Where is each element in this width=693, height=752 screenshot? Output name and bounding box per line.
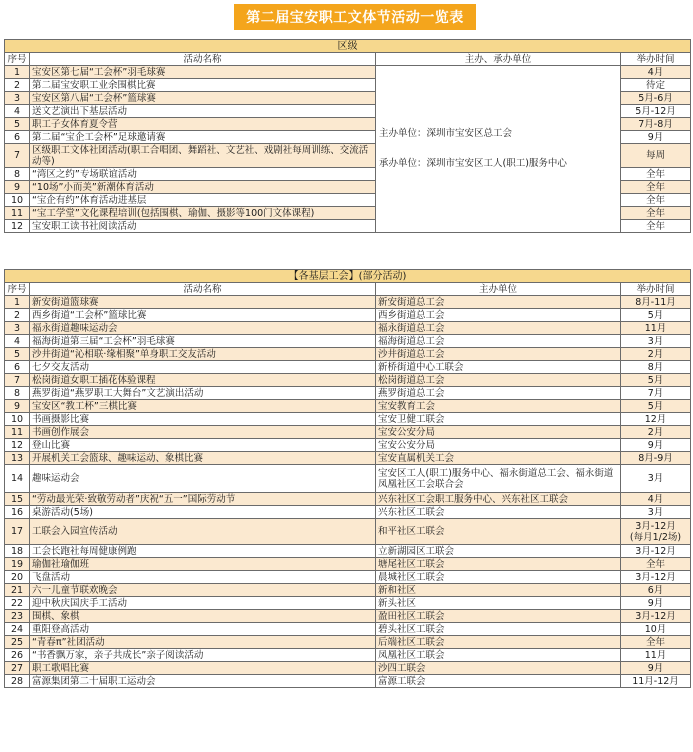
activity-name: 瑜伽社瑜伽班 <box>30 558 376 571</box>
activity-time: 待定 <box>621 79 691 92</box>
organizer-name: 富源工联会 <box>376 675 621 688</box>
table-row <box>5 452 691 465</box>
activity-name: 宝安区第七届“工会杯”羽毛球赛 <box>30 66 376 79</box>
time-value: 11月 <box>644 322 667 334</box>
activity-name: 工联会入园宣传活动 <box>30 519 376 545</box>
row-number: 3 <box>5 92 30 105</box>
organizer-name: 兴东社区工联会 <box>376 506 621 519</box>
activity-name: 送文艺演出下基层活动 <box>30 105 376 118</box>
time-value: 8月-11月 <box>635 296 676 308</box>
activity-time: 全年 <box>621 207 691 220</box>
table-row <box>5 387 691 400</box>
table-row <box>5 413 691 426</box>
organizer-name: 沙井街道总工会 <box>376 348 621 361</box>
activity-name: 宝安职工读书社阅读活动 <box>30 220 376 233</box>
row-number: 5 <box>5 118 30 131</box>
row-number: 4 <box>5 335 30 348</box>
table-row <box>5 439 691 452</box>
row-number: 10 <box>5 413 30 426</box>
row-number: 24 <box>5 623 30 636</box>
table-row <box>5 348 691 361</box>
activity-time: 7月-8月 <box>621 118 691 131</box>
col-header-org: 主办单位 <box>376 283 621 296</box>
table-row <box>5 636 691 649</box>
activity-time: 9月 <box>621 131 691 144</box>
activity-time <box>621 584 691 597</box>
row-number: 9 <box>5 181 30 194</box>
activity-name: 富源集团第二十届职工运动会 <box>30 675 376 688</box>
time-value: 4月 <box>647 493 664 505</box>
organizer-name: 新桥街道中心工联会 <box>376 361 621 374</box>
table-row <box>5 519 691 545</box>
time-value: 全年 <box>645 558 665 570</box>
row-number: 11 <box>5 207 30 220</box>
activity-name: “10场”小而美”新潮体育活动 <box>30 181 376 194</box>
row-number: 8 <box>5 168 30 181</box>
row-number: 13 <box>5 452 30 465</box>
organizer-name: 松岗街道总工会 <box>376 374 621 387</box>
row-number: 14 <box>5 465 30 493</box>
time-value: 10月 <box>644 623 667 635</box>
activity-name: 沙井街道“沁相联·缘相聚”单身职工交友活动 <box>30 348 376 361</box>
table-row <box>5 545 691 558</box>
organizer-name: 宝安卫健工联会 <box>376 413 621 426</box>
organizer-name: 新安街道总工会 <box>376 296 621 309</box>
table-row <box>5 610 691 623</box>
time-value: 6月 <box>647 584 664 596</box>
activity-time <box>621 413 691 426</box>
organizer-name: 沙四工联会 <box>376 662 621 675</box>
row-number: 26 <box>5 649 30 662</box>
organizer-name: 福永街道总工会 <box>376 322 621 335</box>
organizer-name: 西乡街道总工会 <box>376 309 621 322</box>
row-number: 6 <box>5 131 30 144</box>
activity-time <box>621 493 691 506</box>
table-row <box>5 465 691 493</box>
activity-time: 5月-12月 <box>621 105 691 118</box>
activity-name: 六一儿童节联欢晚会 <box>30 584 376 597</box>
activity-name: 工会长跑社每周健康例跑 <box>30 545 376 558</box>
row-number: 7 <box>5 374 30 387</box>
organizer-name: 盈田社区工联会 <box>376 610 621 623</box>
row-number: 1 <box>5 66 30 79</box>
activity-time <box>621 662 691 675</box>
activity-name: “宝工学堂”文化课程培训(包括围棋、瑜伽、摄影等100门文体课程) <box>30 207 376 220</box>
activity-name: 书画创作展会 <box>30 426 376 439</box>
table-row <box>5 335 691 348</box>
table-row <box>5 675 691 688</box>
row-number: 2 <box>5 309 30 322</box>
grassroots-union-table <box>4 269 691 688</box>
activity-time <box>621 348 691 361</box>
district-level-table <box>4 39 691 233</box>
activity-time <box>621 439 691 452</box>
activity-time <box>621 649 691 662</box>
time-value: 3月 <box>647 335 664 347</box>
row-number: 20 <box>5 571 30 584</box>
row-number: 5 <box>5 348 30 361</box>
table-row <box>5 361 691 374</box>
activity-name: 西乡街道“工会杯”篮球比赛 <box>30 309 376 322</box>
col-header-name: 活动名称 <box>30 283 376 296</box>
row-number: 4 <box>5 105 30 118</box>
time-value: 5月 <box>647 309 664 321</box>
organizer-main: 主办单位：深圳市宝安区总工会 <box>379 128 513 139</box>
activity-time <box>621 374 691 387</box>
table-row <box>5 571 691 584</box>
activity-name: 福永街道趣味运动会 <box>30 322 376 335</box>
time-value: 2月 <box>647 348 664 360</box>
organizer-name: 宝安直属机关工会 <box>376 452 621 465</box>
row-number: 23 <box>5 610 30 623</box>
activity-time <box>621 309 691 322</box>
activity-name: 第二届“宝企工会杯”足球邀请赛 <box>30 131 376 144</box>
organizer-name: 凤凰社区工联会 <box>376 649 621 662</box>
activity-time <box>621 400 691 413</box>
activity-name: “书香飘万家，亲子共成长”亲子阅读活动 <box>30 649 376 662</box>
table-row <box>5 309 691 322</box>
activity-name: 趣味运动会 <box>30 465 376 493</box>
row-number: 21 <box>5 584 30 597</box>
section-heading: 区级 <box>5 40 691 53</box>
row-number: 17 <box>5 519 30 545</box>
activity-name: 燕罗街道“燕罗职工大舞台”文艺演出活动 <box>30 387 376 400</box>
activity-time: 4月 <box>621 66 691 79</box>
time-value: 9月 <box>647 439 664 451</box>
table-row <box>5 623 691 636</box>
row-number: 7 <box>5 144 30 168</box>
row-number: 22 <box>5 597 30 610</box>
col-header-time: 举办时间 <box>621 53 691 66</box>
activity-time <box>621 571 691 584</box>
time-value: 5月 <box>647 400 664 412</box>
table-row <box>5 426 691 439</box>
activity-name: 桌游活动(5场) <box>30 506 376 519</box>
table-row <box>5 493 691 506</box>
activity-time <box>621 545 691 558</box>
time-value: 11月-12月 <box>632 675 679 687</box>
activity-name: 松岗街道女职工插花体验课程 <box>30 374 376 387</box>
time-value: 8月 <box>647 361 664 373</box>
activity-name: 新安街道篮球赛 <box>30 296 376 309</box>
time-value: 3月 <box>647 506 664 518</box>
activity-name: 迎中秋庆国庆手工活动 <box>30 597 376 610</box>
activity-name: “劳动最光荣·致敬劳动者”庆祝“五一”国际劳动节 <box>30 493 376 506</box>
table-row <box>5 374 691 387</box>
row-number: 3 <box>5 322 30 335</box>
activity-name: 职工子女体育夏令营 <box>30 118 376 131</box>
activity-time <box>621 361 691 374</box>
activity-time <box>621 322 691 335</box>
organizer-name: 碧头社区工联会 <box>376 623 621 636</box>
activity-name: 七夕交友活动 <box>30 361 376 374</box>
table-row <box>5 649 691 662</box>
row-number: 15 <box>5 493 30 506</box>
organizer-name: 新头社区 <box>376 597 621 610</box>
activity-time: 5月-6月 <box>621 92 691 105</box>
activity-name: 围棋、象棋 <box>30 610 376 623</box>
row-number: 10 <box>5 194 30 207</box>
table-row <box>5 506 691 519</box>
row-number: 18 <box>5 545 30 558</box>
activity-time: 每周 <box>621 144 691 168</box>
organizer-name: 兴东社区工会职工服务中心、兴东社区工联会 <box>376 493 621 506</box>
time-value: 3月-12月 <box>635 545 676 557</box>
activity-name: 区级职工文体社团活动(职工合唱团、舞蹈社、文艺社、戏剧社每周训练、交流活动等) <box>30 144 376 168</box>
section-heading: 【各基层工会】(部分活动) <box>5 270 691 283</box>
time-note: (每月1/2场) <box>629 531 682 543</box>
activity-time <box>621 387 691 400</box>
activity-time: 全年 <box>621 194 691 207</box>
row-number: 12 <box>5 220 30 233</box>
row-number: 28 <box>5 675 30 688</box>
organizer-name: 塘尾社区工联会 <box>376 558 621 571</box>
organizer-cell <box>376 66 621 233</box>
table-row <box>5 597 691 610</box>
organizer-name: 宝安公安分局 <box>376 426 621 439</box>
time-value: 5月 <box>647 374 664 386</box>
time-value: 3月-12月 <box>635 520 676 532</box>
activity-time <box>621 610 691 623</box>
time-value: 2月 <box>647 426 664 438</box>
table-row <box>5 296 691 309</box>
activity-name: 职工歌唱比赛 <box>30 662 376 675</box>
row-number: 16 <box>5 506 30 519</box>
time-value: 7月 <box>647 387 664 399</box>
activity-name: 宝安区第八届“工会杯”篮球赛 <box>30 92 376 105</box>
col-header-org: 主办、承办单位 <box>376 53 621 66</box>
organizer-name: 福海街道总工会 <box>376 335 621 348</box>
activity-name: 书画摄影比赛 <box>30 413 376 426</box>
time-value: 全年 <box>645 636 665 648</box>
row-number: 2 <box>5 79 30 92</box>
time-value: 11月 <box>644 649 667 661</box>
row-number: 9 <box>5 400 30 413</box>
organizer-name: 后端社区工联会 <box>376 636 621 649</box>
activity-name: “湾区之约”专场联谊活动 <box>30 168 376 181</box>
page-title: 第二届宝安职工文体节活动一览表 <box>234 4 476 30</box>
activity-time: 全年 <box>621 220 691 233</box>
table-row <box>5 662 691 675</box>
activity-name: 飞盘活动 <box>30 571 376 584</box>
activity-time <box>621 506 691 519</box>
col-header-no: 序号 <box>5 53 30 66</box>
organizer-name: 立新湖园区工联会 <box>376 545 621 558</box>
row-number: 12 <box>5 439 30 452</box>
activity-name: “青春π”社团活动 <box>30 636 376 649</box>
table-row <box>5 66 691 79</box>
activity-time <box>621 452 691 465</box>
table-row <box>5 322 691 335</box>
activity-name: 宝安区“教工杯”三棋比赛 <box>30 400 376 413</box>
row-number: 19 <box>5 558 30 571</box>
col-header-name: 活动名称 <box>30 53 376 66</box>
row-number: 1 <box>5 296 30 309</box>
organizer-name: 新和社区 <box>376 584 621 597</box>
time-value: 3月-12月 <box>635 610 676 622</box>
col-header-no: 序号 <box>5 283 30 296</box>
activity-name: “宝企有约”体育活动进基层 <box>30 194 376 207</box>
activity-time <box>621 597 691 610</box>
row-number: 25 <box>5 636 30 649</box>
time-value: 9月 <box>647 597 664 609</box>
organizer-name: 晨城社区工联会 <box>376 571 621 584</box>
row-number: 6 <box>5 361 30 374</box>
activity-time <box>621 623 691 636</box>
organizer-name: 和平社区工联会 <box>376 519 621 545</box>
activity-name: 开展机关工会篮球、趣味运动、象棋比赛 <box>30 452 376 465</box>
organizer-name: 宝安教育工会 <box>376 400 621 413</box>
activity-name: 第二届宝安职工业余围棋比赛 <box>30 79 376 92</box>
activity-time <box>621 335 691 348</box>
activity-time <box>621 558 691 571</box>
organizer-sub: 承办单位：深圳市宝安区工人(职工)服务中心 <box>379 158 567 169</box>
time-value: 3月-12月 <box>635 571 676 583</box>
activity-time: 全年 <box>621 181 691 194</box>
activity-name: 重阳登高活动 <box>30 623 376 636</box>
organizer-name: 燕罗街道总工会 <box>376 387 621 400</box>
table-row <box>5 400 691 413</box>
col-header-time: 举办时间 <box>621 283 691 296</box>
organizer-name: 宝安公安分局 <box>376 439 621 452</box>
organizer-name: 宝安区工人(职工)服务中心、福永街道总工会、福永街道凤凰社区工会联合会 <box>376 465 621 493</box>
activity-time <box>621 465 691 493</box>
activity-time <box>621 519 691 545</box>
row-number: 11 <box>5 426 30 439</box>
activity-time <box>621 426 691 439</box>
activity-time <box>621 675 691 688</box>
row-number: 8 <box>5 387 30 400</box>
time-value: 3月 <box>647 473 664 484</box>
time-value: 8月-9月 <box>638 452 673 464</box>
time-value: 12月 <box>644 413 667 425</box>
time-value: 9月 <box>647 662 664 674</box>
activity-name: 福海街道第三届“工会杯”羽毛球赛 <box>30 335 376 348</box>
activity-time: 全年 <box>621 168 691 181</box>
table-row <box>5 558 691 571</box>
activity-time <box>621 296 691 309</box>
activity-time <box>621 636 691 649</box>
activity-name: 登山比赛 <box>30 439 376 452</box>
table-row <box>5 584 691 597</box>
row-number: 27 <box>5 662 30 675</box>
